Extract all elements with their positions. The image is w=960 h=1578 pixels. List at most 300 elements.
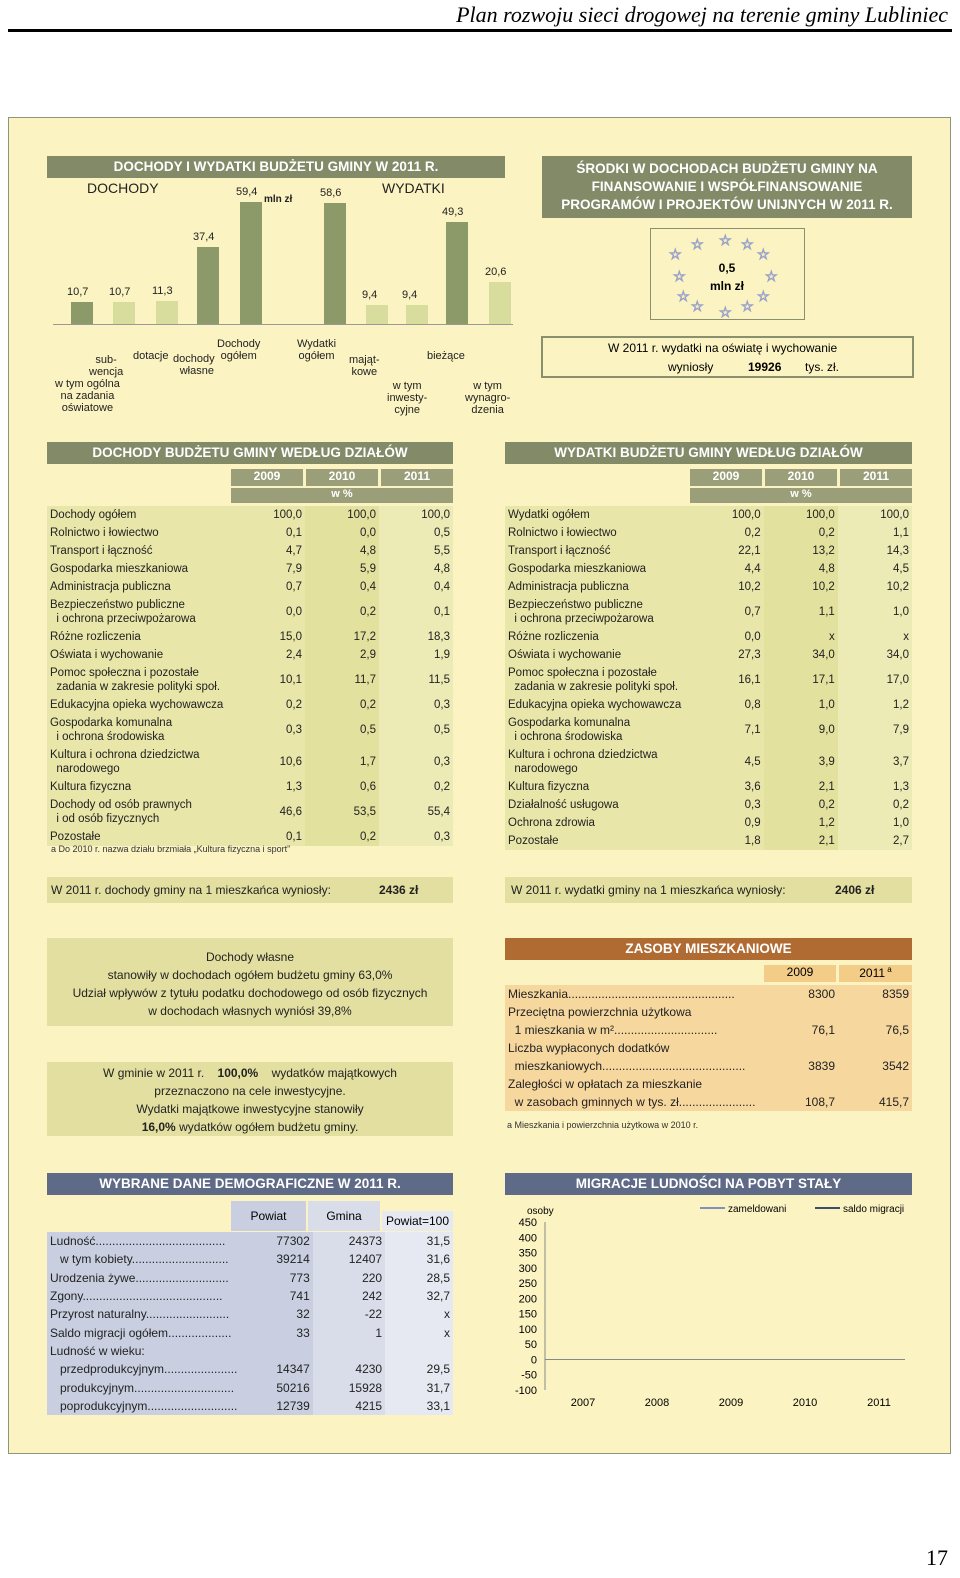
dem-col-powiat100: Powiat=100: [382, 1211, 453, 1231]
top-chart-bar: [366, 305, 388, 324]
row-value: x: [838, 628, 912, 646]
row-label: w zasobach gminnych w tys. zł.......................: [505, 1093, 764, 1111]
row-label: Zgony..........................................: [47, 1287, 240, 1305]
row-value: [313, 1342, 385, 1360]
row-label: Oświata i wychowanie: [505, 646, 689, 664]
row-label: Gospodarka komunalna i ochrona środowiska: [505, 714, 689, 746]
table-row: [505, 1057, 912, 1075]
eu-unit: mln zł: [709, 279, 744, 293]
row-value: 0,0: [689, 628, 763, 646]
row-label: Pomoc społeczna i pozostałe zadania w zakresie polityki społ.: [505, 664, 689, 696]
wydatki-per-capita-text: W 2011 r. wydatki gminy na 1 mieszkańca wyniosły:: [511, 883, 786, 897]
migracje-chart: [505, 1200, 912, 1415]
x-tick-label: 2011: [867, 1397, 891, 1409]
row-value: 2,9: [305, 646, 379, 664]
row-value: 16,1: [689, 664, 763, 696]
row-label: Działalność usługowa: [505, 796, 689, 814]
row-value: 53,5: [305, 796, 379, 828]
row-label: Transport i łączność: [47, 542, 231, 560]
row-label: Pozostałe: [505, 832, 689, 850]
dw-line1: Dochody własne: [205, 950, 295, 964]
row-value: 0,2: [305, 828, 379, 846]
row-value: 1,0: [838, 814, 912, 832]
chart-baseline: [53, 324, 513, 325]
row-value: 29,5: [385, 1360, 453, 1378]
table-row: [47, 646, 453, 664]
table-row: [505, 714, 912, 746]
zasoby-year-2011: 2011 $^a$: [839, 965, 912, 982]
row-label: Mieszkania..................................................: [505, 985, 764, 1003]
dochody-per-capita-text: W 2011 r. dochody gminy na 1 mieszkańca wyniosły:: [51, 883, 331, 897]
cat-label-wynagrodzenia: w tym wynagro- dzenia: [465, 380, 511, 416]
table-row: [505, 578, 912, 596]
table-row: [47, 1305, 453, 1323]
y-tick-label: 300: [518, 1262, 537, 1275]
top-chart-value-label: 20,6: [485, 265, 507, 278]
wydatki-per-capita-value: 2406 zł: [835, 883, 875, 897]
row-value: 108,7: [764, 1093, 838, 1111]
legend-label-saldo: saldo migracji: [843, 1204, 905, 1215]
row-value: 4,8: [305, 542, 379, 560]
row-value: 10,6: [231, 746, 305, 778]
dd-footnote: a Do 2010 r. nazwa działu brzmiała „Kultura fizyczna i sport”: [51, 844, 291, 854]
row-value: 0,7: [689, 596, 763, 628]
svg-text:☆: ☆: [757, 246, 770, 262]
row-value: 31,5: [385, 1232, 453, 1250]
row-value: 5,9: [305, 560, 379, 578]
mj-line1a: W gminie w 2011 r.: [103, 1066, 205, 1080]
row-label: Kultura fizyczna: [505, 778, 689, 796]
row-value: 220: [313, 1269, 385, 1287]
row-value: 32,7: [385, 1287, 453, 1305]
row-value: 0,7: [231, 578, 305, 596]
row-label: Edukacyjna opieka wychowawcza: [47, 696, 231, 714]
row-value: 1: [313, 1323, 385, 1341]
row-value: [764, 1075, 838, 1093]
wydatki-dzialy-title: WYDATKI BUDŻETU GMINY WEDŁUG DZIAŁÓW: [505, 442, 912, 464]
table-row: [505, 796, 912, 814]
table-row: [47, 746, 453, 778]
wd-year-2011: 2011: [840, 469, 912, 486]
table-row: [505, 1093, 912, 1111]
row-value: 10,1: [231, 664, 305, 696]
row-value: 33,1: [385, 1397, 453, 1415]
dochody-per-capita: [47, 877, 453, 903]
row-value: [385, 1342, 453, 1360]
row-label: Rolnictwo i łowiectwo: [505, 524, 689, 542]
y-tick-label: 250: [518, 1278, 537, 1291]
y-tick-label: 150: [518, 1308, 537, 1321]
demografia-title: WYBRANE DANE DEMOGRAFICZNE W 2011 R.: [47, 1173, 453, 1195]
zasoby-footnote: a Mieszkania i powierzchnia użytkowa w 2010 r.: [507, 1120, 699, 1130]
education-line1: W 2011 r. wydatki na oświatę i wychowanie: [608, 341, 838, 355]
y-tick-label: 200: [518, 1293, 537, 1306]
row-value: 415,7: [838, 1093, 912, 1111]
table-row: [47, 560, 453, 578]
svg-text:☆: ☆: [741, 236, 754, 252]
row-value: 17,2: [305, 628, 379, 646]
row-value: 2,1: [764, 832, 838, 850]
table-row: [505, 596, 912, 628]
row-label: Liczba wypłaconych dodatków: [505, 1039, 764, 1057]
zasoby-table: [505, 985, 912, 1111]
dochody-dzialy-title: DOCHODY BUDŻETU GMINY WEDŁUG DZIAŁÓW: [47, 442, 453, 464]
row-value: 32: [240, 1305, 312, 1323]
row-value: 3,7: [838, 746, 912, 778]
top-bar-chart: [53, 185, 513, 324]
row-label: Edukacyjna opieka wychowawcza: [505, 696, 689, 714]
top-chart-bar: [197, 247, 219, 324]
education-value: 19926: [748, 360, 782, 374]
row-value: 50216: [240, 1378, 312, 1396]
row-value: [764, 1039, 838, 1057]
svg-text:☆: ☆: [757, 288, 770, 304]
table-row: [505, 524, 912, 542]
row-value: 0,5: [305, 714, 379, 746]
dd-unit: w %: [231, 488, 453, 503]
row-value: 76,1: [764, 1021, 838, 1039]
row-value: 1,7: [305, 746, 379, 778]
education-unit: tys. zł.: [805, 360, 840, 374]
row-value: 8359: [838, 985, 912, 1003]
row-value: 39214: [240, 1250, 312, 1268]
row-value: 100,0: [379, 506, 453, 524]
wydatki-per-capita: [505, 877, 912, 903]
row-label: Bezpieczeństwo publiczne i ochrona przeciwpożarowa: [47, 596, 231, 628]
row-value: 0,0: [305, 524, 379, 542]
svg-text:☆: ☆: [691, 298, 704, 314]
dem-col-gmina: Gmina: [308, 1201, 380, 1231]
row-value: 55,4: [379, 796, 453, 828]
svg-text:☆: ☆: [719, 304, 732, 318]
row-value: 4,5: [689, 746, 763, 778]
dochody-dzialy-table: [47, 506, 453, 846]
row-label: Wydatki ogółem: [505, 506, 689, 524]
eu-title-line3: PROGRAMÓW I PROJEKTÓW UNIJNYCH W 2011 R.: [561, 197, 893, 212]
row-value: 0,2: [379, 778, 453, 796]
y-tick-label: 350: [518, 1247, 537, 1260]
row-value: 15928: [313, 1378, 385, 1396]
wd-year-2010: 2010: [765, 469, 837, 486]
top-chart-value-label: 9,4: [402, 288, 418, 301]
row-value: 4,5: [838, 560, 912, 578]
row-value: 0,4: [305, 578, 379, 596]
row-label: Oświata i wychowanie: [47, 646, 231, 664]
dw-line4: w dochodach własnych wyniósł 39,8%: [148, 1004, 352, 1018]
legend-label-zameldowani: zameldowani: [728, 1204, 787, 1215]
row-label: Administracja publiczna: [505, 578, 689, 596]
table-row: [47, 628, 453, 646]
header-title: Plan rozwoju sieci drogowej na terenie gminy Lubliniec: [456, 2, 948, 27]
row-label: 1 mieszkania w m²...............................: [505, 1021, 764, 1039]
dd-year-2009: 2009: [231, 469, 303, 486]
row-value: 0,9: [689, 814, 763, 832]
cat-label-biezace: bieżące: [427, 350, 465, 362]
zasoby-title: ZASOBY MIESZKANIOWE: [505, 938, 912, 960]
cat-label-dochody-wlasne: dochody własne: [173, 353, 215, 377]
row-value: 76,5: [838, 1021, 912, 1039]
row-value: 24373: [313, 1232, 385, 1250]
top-chart-bar: [113, 302, 135, 324]
row-value: 100,0: [689, 506, 763, 524]
row-value: 1,1: [764, 596, 838, 628]
row-value: 4,4: [689, 560, 763, 578]
row-value: 15,0: [231, 628, 305, 646]
row-value: 5,5: [379, 542, 453, 560]
y-tick-label: 0: [530, 1354, 537, 1367]
y-tick-label: -100: [514, 1385, 537, 1397]
row-label: w tym kobiety.............................: [47, 1250, 240, 1268]
mj-line4b: wydatków ogółem budżetu gminy.: [179, 1120, 359, 1134]
row-label: Gospodarka komunalna i ochrona środowiska: [47, 714, 231, 746]
svg-text:☆: ☆: [669, 246, 682, 262]
table-row: [47, 1342, 453, 1360]
row-label: Urodzenia żywe............................: [47, 1269, 240, 1287]
row-value: 0,2: [764, 524, 838, 542]
row-label: Przeciętna powierzchnia użytkowa: [505, 1003, 764, 1021]
row-value: 1,2: [838, 696, 912, 714]
row-value: 4215: [313, 1397, 385, 1415]
eu-box-title: [542, 156, 912, 218]
row-value: 34,0: [764, 646, 838, 664]
dochody-wlasne-box: [47, 938, 453, 1026]
mj-line1b: 100,0%: [217, 1066, 259, 1080]
row-value: 0,4: [379, 578, 453, 596]
row-label: Kultura i ochrona dziedzictwa narodowego: [47, 746, 231, 778]
top-chart-bar: [489, 282, 511, 324]
top-chart-bar: [156, 301, 178, 324]
row-label: przedprodukcyjnym......................: [47, 1360, 240, 1378]
row-value: 2,7: [838, 832, 912, 850]
row-value: 0,5: [379, 714, 453, 746]
x-tick-label: 2010: [792, 1397, 818, 1409]
row-value: 0,2: [764, 796, 838, 814]
mj-line3: Wydatki majątkowe inwestycyjne stanowiły: [136, 1102, 364, 1116]
row-value: 0,2: [838, 796, 912, 814]
row-value: 0,2: [689, 524, 763, 542]
row-value: 3,9: [764, 746, 838, 778]
table-row: [47, 578, 453, 596]
top-chart-value-label: 58,6: [320, 187, 342, 200]
row-value: [838, 1003, 912, 1021]
table-row: [505, 646, 912, 664]
eu-title-line1: ŚRODKI W DOCHODACH BUDŻETU GMINY NA: [576, 161, 878, 176]
row-value: 0,5: [379, 524, 453, 542]
row-value: 11,7: [305, 664, 379, 696]
table-row: [47, 1232, 453, 1250]
row-label: Przyrost naturalny.........................: [47, 1305, 240, 1323]
row-label: Gospodarka mieszkaniowa: [47, 560, 231, 578]
majatkowe-box: [47, 1062, 453, 1136]
dochody-label: DOCHODY: [87, 180, 159, 196]
y-tick-label: 400: [518, 1232, 537, 1245]
row-value: 773: [240, 1269, 312, 1287]
svg-text:☆: ☆: [691, 236, 704, 252]
row-label: mieszkaniowych...........................................: [505, 1057, 764, 1075]
dem-col-powiat: Powiat: [231, 1201, 306, 1231]
x-tick-label: 2009: [718, 1397, 744, 1409]
svg-text:☆: ☆: [719, 232, 732, 248]
row-value: 100,0: [838, 506, 912, 524]
table-row: [47, 506, 453, 524]
row-label: Dochody ogółem: [47, 506, 231, 524]
row-value: 9,0: [764, 714, 838, 746]
table-row: [505, 1075, 912, 1093]
row-value: 0,8: [689, 696, 763, 714]
top-chart-value-label: 37,4: [193, 230, 215, 243]
top-chart-value-label: 9,4: [362, 288, 378, 301]
table-row: [47, 1360, 453, 1378]
demografia-table: [47, 1232, 453, 1415]
wydatki-dzialy-table: [505, 506, 912, 850]
cat-label-subwencja: sub- wencja: [89, 354, 124, 378]
top-chart-value-label: 49,3: [442, 206, 464, 219]
row-value: 34,0: [838, 646, 912, 664]
y-tick-label: -50: [521, 1369, 537, 1382]
row-value: 31,7: [385, 1378, 453, 1396]
cat-label-dotacje: dotacje: [133, 350, 169, 362]
row-value: 1,0: [838, 596, 912, 628]
x-tick-label: 2007: [570, 1397, 596, 1409]
row-label: Ludność.......................................: [47, 1232, 240, 1250]
table-row: [47, 1269, 453, 1287]
table-row: [47, 1287, 453, 1305]
row-value: 0,3: [689, 796, 763, 814]
y-tick-label: 450: [518, 1217, 537, 1229]
dd-year-2011: 2011: [381, 469, 453, 486]
row-value: 1,3: [231, 778, 305, 796]
mj-line2: przeznaczono na cele inwestycyjne.: [154, 1084, 346, 1098]
row-value: 0,0: [231, 596, 305, 628]
table-row: [47, 542, 453, 560]
row-label: Różne rozliczenia: [47, 628, 231, 646]
row-value: 10,2: [764, 578, 838, 596]
row-label: Bezpieczeństwo publiczne i ochrona przeciwpożarowa: [505, 596, 689, 628]
row-label: Saldo migracji ogółem...................: [47, 1323, 240, 1341]
row-value: 0,3: [379, 828, 453, 846]
row-label: Dochody od osób prawnych i od osób fizycznych: [47, 796, 231, 828]
wydatki-label: WYDATKI: [382, 180, 445, 196]
row-value: 3542: [838, 1057, 912, 1075]
row-value: 2,4: [231, 646, 305, 664]
dw-line3: Udział wpływów z tytułu podatku dochodowego od osób fizycznych: [72, 986, 428, 1000]
row-value: -22: [313, 1305, 385, 1323]
table-row: [505, 832, 912, 850]
row-value: [838, 1075, 912, 1093]
svg-text:☆: ☆: [673, 268, 686, 284]
eu-flag: [650, 228, 805, 320]
top-chart-bar: [406, 305, 428, 324]
row-value: 4,7: [231, 542, 305, 560]
table-row: [47, 1323, 453, 1341]
cat-label-wtym: w tym ogólna na zadania oświatowe: [55, 378, 120, 414]
row-value: 17,0: [838, 664, 912, 696]
x-tick-label: 2008: [644, 1397, 670, 1409]
mj-line1c: wydatków majątkowych: [271, 1066, 397, 1080]
row-value: 0,2: [305, 596, 379, 628]
table-row: [505, 814, 912, 832]
row-label: produkcyjnym..............................: [47, 1378, 240, 1396]
row-value: 100,0: [305, 506, 379, 524]
cat-label-dochody-ogolem: Dochody ogółem: [217, 338, 261, 362]
row-value: 2,1: [764, 778, 838, 796]
row-value: [240, 1342, 312, 1360]
zasoby-year-2009: 2009: [764, 965, 836, 982]
top-chart-bar: [71, 302, 93, 324]
row-value: 12739: [240, 1397, 312, 1415]
row-value: 4,8: [379, 560, 453, 578]
row-value: 17,1: [764, 664, 838, 696]
cat-label-inwestycyjne: w tym inwesty- cyjne: [387, 380, 428, 416]
infographic-panel: [8, 117, 951, 1454]
top-chart-value-label: 11,3: [152, 284, 173, 297]
row-value: 46,6: [231, 796, 305, 828]
table-row: [505, 628, 912, 646]
migracje-title: MIGRACJE LUDNOŚCI NA POBYT STAŁY: [505, 1173, 912, 1195]
row-value: 0,3: [379, 746, 453, 778]
education-pre: wyniosły: [668, 360, 714, 374]
row-value: 14347: [240, 1360, 312, 1378]
row-value: 3839: [764, 1057, 838, 1075]
row-label: Pomoc społeczna i pozostałe zadania w zakresie polityki społ.: [47, 664, 231, 696]
row-value: 1,3: [838, 778, 912, 796]
top-chart-value-label: 59,4: [236, 185, 258, 198]
table-row: [47, 1250, 453, 1268]
table-row: [505, 1003, 912, 1021]
table-row: [47, 596, 453, 628]
row-value: 10,2: [838, 578, 912, 596]
row-value: 0,1: [379, 596, 453, 628]
table-row: [47, 664, 453, 696]
row-value: 4,8: [764, 560, 838, 578]
table-row: [505, 664, 912, 696]
table-row: [505, 506, 912, 524]
row-value: 1,2: [764, 814, 838, 832]
wd-year-2009: 2009: [690, 469, 762, 486]
row-label: Administracja publiczna: [47, 578, 231, 596]
eu-value: 0,5: [718, 261, 736, 275]
svg-text:☆: ☆: [677, 288, 690, 304]
table-row: [505, 542, 912, 560]
svg-text:☆: ☆: [741, 298, 754, 314]
row-value: 1,1: [838, 524, 912, 542]
mj-line4a: 16,0%: [141, 1120, 176, 1134]
row-value: 100,0: [231, 506, 305, 524]
row-value: [764, 1003, 838, 1021]
row-value: 11,5: [379, 664, 453, 696]
row-value: 1,9: [379, 646, 453, 664]
table-row: [47, 714, 453, 746]
row-value: 0,1: [231, 828, 305, 846]
dochody-per-capita-value: 2436 zł: [379, 883, 419, 897]
row-value: 0,2: [305, 696, 379, 714]
row-value: 31,6: [385, 1250, 453, 1268]
row-label: Zaległości w opłatach za mieszkanie: [505, 1075, 764, 1093]
top-chart-value-label: 10,7: [109, 285, 131, 298]
row-label: Różne rozliczenia: [505, 628, 689, 646]
table-row: [505, 1021, 912, 1039]
table-row: [47, 524, 453, 542]
row-label: Kultura i ochrona dziedzictwa narodowego: [505, 746, 689, 778]
eu-title-line2: FINANSOWANIE I WSPÓŁFINANSOWANIE: [591, 179, 863, 194]
top-chart-title: DOCHODY I WYDATKI BUDŻETU GMINY W 2011 R.: [47, 156, 505, 178]
table-row: [47, 1378, 453, 1396]
top-chart-value-label: 10,7: [67, 285, 89, 298]
zasoby-year-2011-label: 2011: [859, 966, 886, 980]
top-chart-bar: [324, 203, 346, 324]
row-value: x: [385, 1323, 453, 1341]
row-label: Ochrona zdrowia: [505, 814, 689, 832]
